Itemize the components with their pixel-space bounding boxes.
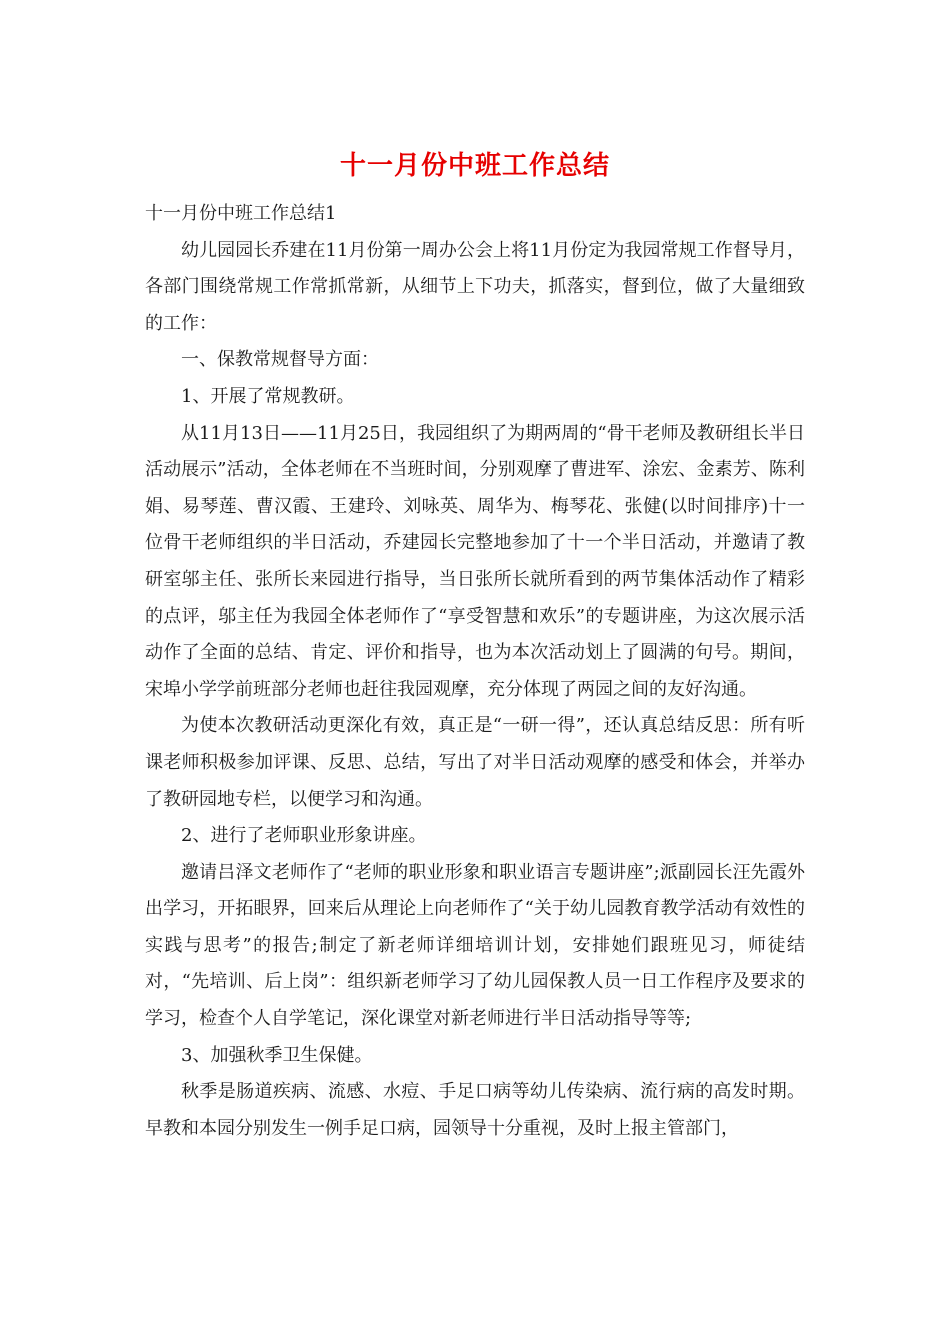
paragraph: 幼儿园园长乔建在11月份第一周办公会上将11月份定为我园常规工作督导月，各部门围绕常规工作常抓常新，从细节上下功夫，抓落实，督到位，做了大量细致的工作： (145, 239, 805, 334)
section-heading: 十一月份中班工作总结1 (145, 203, 337, 224)
paragraph: 1、开展了常规教研。 (181, 385, 355, 407)
paragraph: 秋季是肠道疾病、流感、水痘、手足口病等幼儿传染病、流行病的高发时期。早教和本园分别发生一例手足口病，园领导十分重视，及时上报主管部门， (145, 1081, 805, 1139)
paragraph: 一、保教常规督导方面： (181, 349, 379, 371)
paragraph: 3、加强秋季卫生保健。 (181, 1044, 373, 1066)
document-title: 十一月份中班工作总结 (339, 151, 610, 181)
paragraph: 从11月13日——11月25日，我园组织了为期两周的“骨干老师及教研组长半日活动展示”活动，全体老师在不当班时间，分别观摩了曹进军、涂宏、金素芳、陈利娟、易琴莲、曹汉霞、王建玲、刘咏英、周华为、梅琴花、张健(以时间排序)十一位骨干老师组织的半日活动，乔建园长完整地参加了十一个半日活动，并邀请了教研室邬主任、张所长来园进行指导，当日张所长就所看到的两节集体活动作了精彩的点评，邬主任为我园全体老师作了“享受智慧和欢乐”的专题讲座，为这次展示活动作了全面的总结、肯定、评价和指导，也为本次活动划上了圆满的句号。期间，宋埠小学学前班部分老师也赶往我园观摩，充分体现了两园之间的友好沟通。 (145, 422, 805, 700)
paragraph: 为使本次教研活动更深化有效，真正是“一研一得”，还认真总结反思：所有听课老师积极参加评课、反思、总结，写出了对半日活动观摩的感受和体会，并举办了教研园地专栏，以便学习和沟通。 (145, 715, 805, 810)
document-body (145, 196, 805, 1147)
paragraph: 邀请吕泽文老师作了“老师的职业形象和职业语言专题讲座”;派副园长汪先霞外出学习，开拓眼界，回来后从理论上向老师作了“关于幼儿园教育教学活动有效性的实践与思考”的报告;制定了新老师详细培训计划，安排她们跟班见习，师徒结对，“先培训、后上岗”：组织新老师学习了幼儿园保教人员一日工作程序及要求的学习，检查个人自学笔记，深化课堂对新老师进行半日活动指导等等; (145, 861, 805, 1030)
paragraph: 2、进行了老师职业形象讲座。 (181, 825, 427, 847)
